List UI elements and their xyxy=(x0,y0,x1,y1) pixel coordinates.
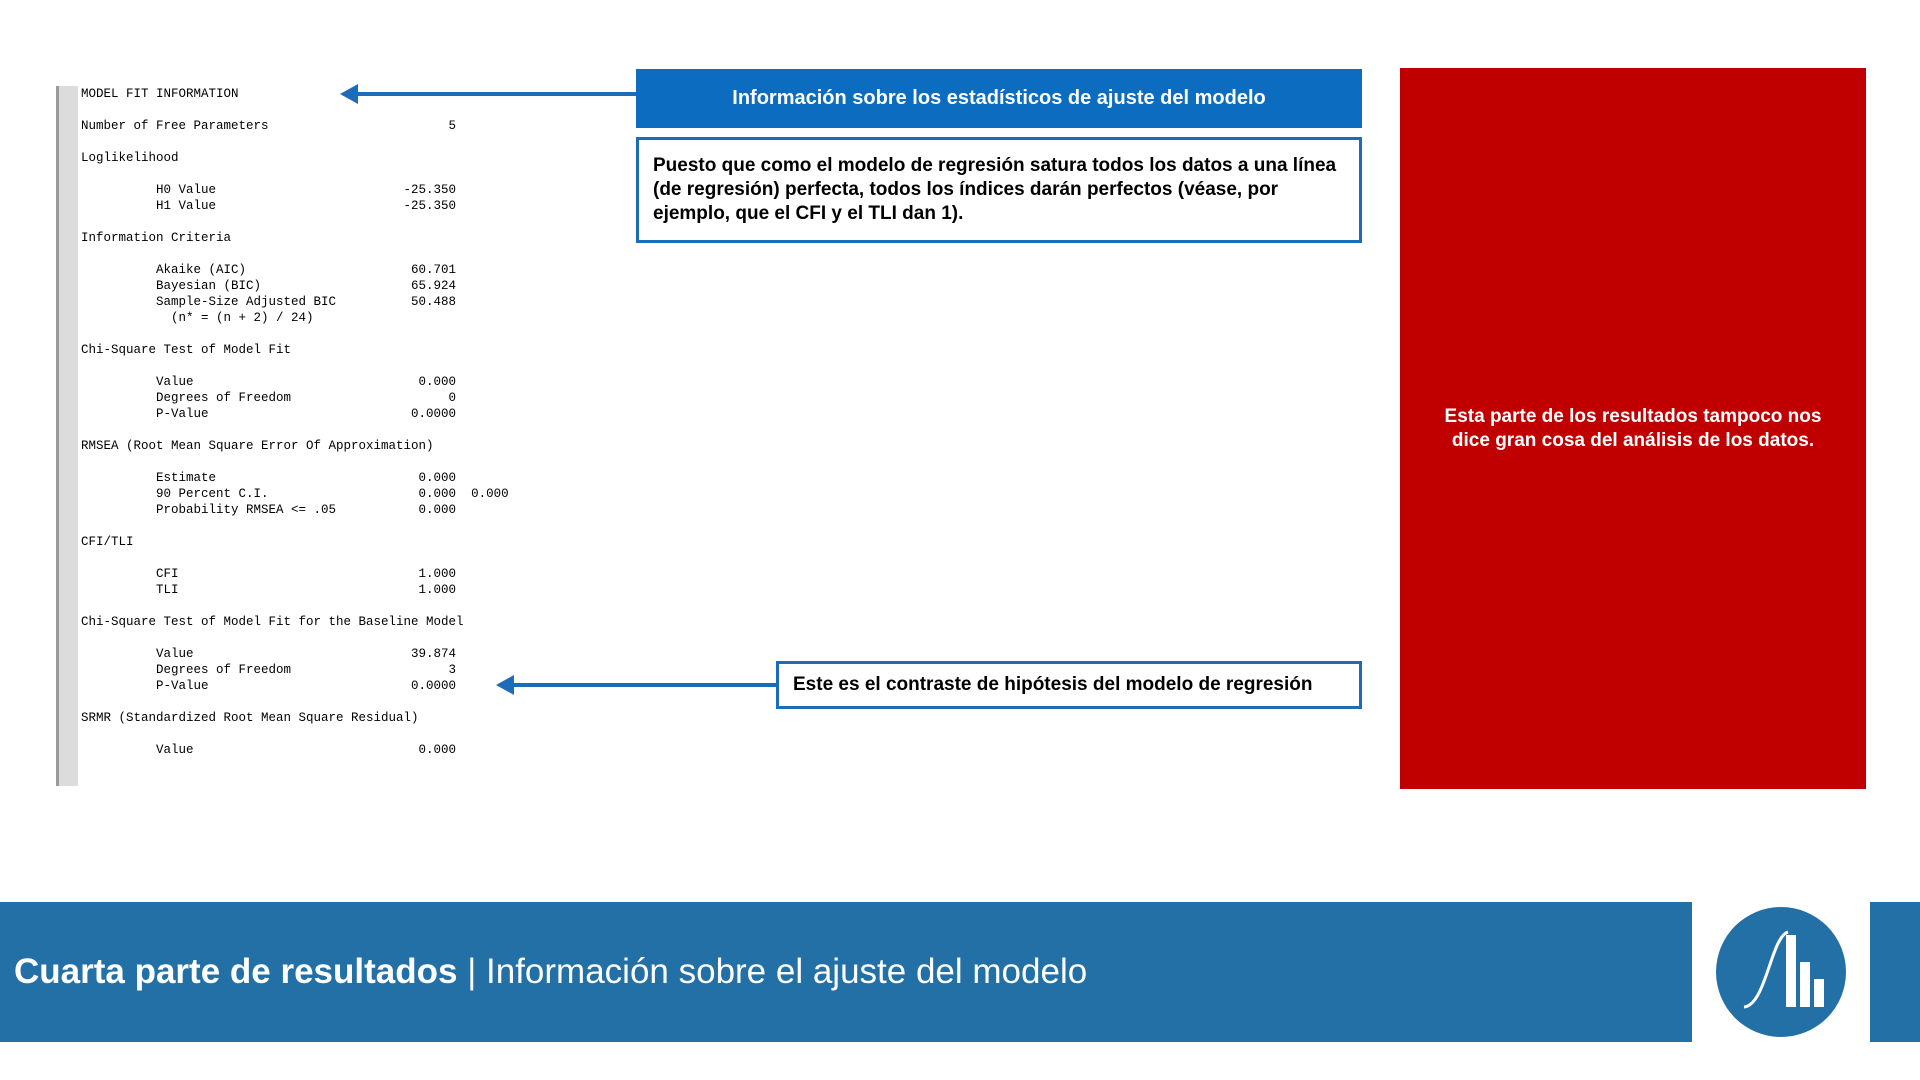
output-line: (n* = (n + 2) / 24) xyxy=(81,311,314,325)
output-line xyxy=(81,326,509,342)
output-line xyxy=(81,598,509,614)
footer-right-strip xyxy=(1870,902,1920,1042)
output-line xyxy=(81,518,509,534)
logo-bar-3 xyxy=(1814,979,1824,1007)
output-line: Value 0.000 xyxy=(81,375,457,389)
output-line xyxy=(81,550,509,566)
output-line: H0 Value -25.350 xyxy=(81,183,457,197)
output-line: CFI/TLI xyxy=(81,535,134,549)
model-fit-output xyxy=(81,86,509,758)
output-line: Akaike (AIC) 60.701 xyxy=(81,263,457,277)
saturated-model-note-callout: Puesto que como el modelo de regresión satura todos los datos a una línea (de regresión) perfecta, todos los índices darán perfectos (véase, por ejemplo, que el CFI y el TLI dan 1). xyxy=(636,137,1362,243)
output-line: Sample-Size Adjusted BIC 50.488 xyxy=(81,295,457,309)
output-line: Estimate 0.000 xyxy=(81,471,457,485)
output-line xyxy=(81,630,509,646)
output-line: SRMR (Standardized Root Mean Square Residual) xyxy=(81,711,419,725)
output-line: Degrees of Freedom 3 xyxy=(81,663,457,677)
slide-title-bold: Cuarta parte de resultados xyxy=(14,952,458,991)
output-line xyxy=(81,102,509,118)
output-line: Value 0.000 xyxy=(81,743,457,757)
output-line: Probability RMSEA <= .05 0.000 xyxy=(81,503,457,517)
output-line xyxy=(81,134,509,150)
output-line: Value 39.874 xyxy=(81,647,457,661)
output-line: TLI 1.000 xyxy=(81,583,457,597)
heading-arrow-line xyxy=(356,92,636,96)
output-line: Degrees of Freedom 0 xyxy=(81,391,457,405)
output-line: P-Value 0.0000 xyxy=(81,679,457,693)
hypothesis-arrow-line xyxy=(512,683,776,687)
output-line: CFI 1.000 xyxy=(81,567,457,581)
output-line: 90 Percent C.I. 0.000 0.000 xyxy=(81,487,509,501)
output-line: Information Criteria xyxy=(81,231,232,245)
statistics-logo-icon xyxy=(1716,907,1846,1037)
side-panel-text: Esta parte de los resultados tampoco nos dice gran cosa del análisis de los datos. xyxy=(1444,405,1822,451)
output-line xyxy=(81,422,509,438)
output-line: Number of Free Parameters 5 xyxy=(81,119,457,133)
output-line: Loglikelihood xyxy=(81,151,179,165)
output-line xyxy=(81,454,509,470)
output-line xyxy=(81,166,509,182)
output-line: Chi-Square Test of Model Fit xyxy=(81,343,292,357)
heading-arrow-head xyxy=(340,84,358,104)
slide-title-separator: | xyxy=(457,952,487,991)
output-line xyxy=(81,694,509,710)
output-line: Chi-Square Test of Model Fit for the Baseline Model xyxy=(81,615,464,629)
output-line xyxy=(81,246,509,262)
output-line: P-Value 0.0000 xyxy=(81,407,457,421)
interpretation-side-panel xyxy=(1400,68,1866,789)
logo-graphic xyxy=(1716,907,1846,1037)
output-line xyxy=(81,214,509,230)
output-line xyxy=(81,726,509,742)
output-line: MODEL FIT INFORMATION xyxy=(81,87,239,101)
hypothesis-test-text: Este es el contraste de hipótesis del modelo de regresión xyxy=(793,674,1313,695)
output-line: Bayesian (BIC) 65.924 xyxy=(81,279,457,293)
hypothesis-test-callout xyxy=(776,661,1362,709)
logo-bar-2 xyxy=(1800,962,1810,1007)
logo-curve xyxy=(1744,932,1788,1007)
hypothesis-arrow-head xyxy=(496,675,514,695)
slide-title xyxy=(14,952,1087,992)
output-line: RMSEA (Root Mean Square Error Of Approximation) xyxy=(81,439,434,453)
logo-bar-1 xyxy=(1786,935,1796,1007)
slide-title-subtitle: Información sobre el ajuste del modelo xyxy=(486,952,1088,991)
output-line: H1 Value -25.350 xyxy=(81,199,457,213)
fit-statistics-heading-callout: Información sobre los estadísticos de ajuste del modelo xyxy=(636,69,1362,128)
output-line xyxy=(81,358,509,374)
footer-title-bar xyxy=(0,902,1692,1042)
